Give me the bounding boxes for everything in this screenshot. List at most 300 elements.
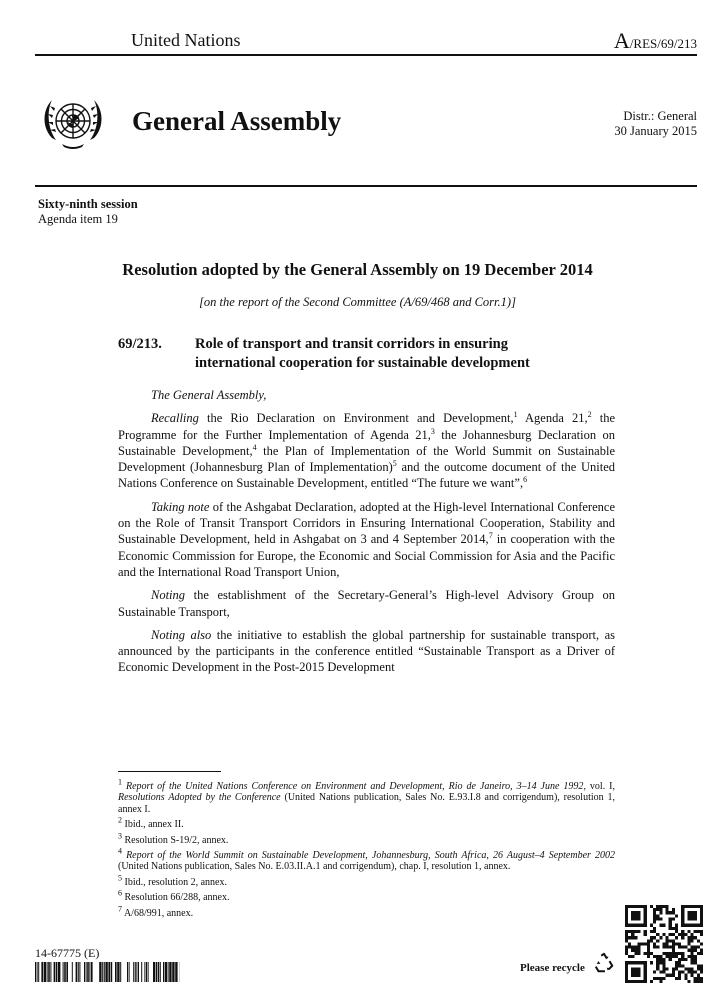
qr-module xyxy=(672,955,675,958)
distribution-block xyxy=(614,109,697,139)
barcode-bar xyxy=(56,962,58,982)
barcode-bar xyxy=(153,962,155,982)
qr-module xyxy=(700,933,703,936)
barcode-bar xyxy=(108,962,110,982)
qr-module xyxy=(681,905,684,908)
qr-module xyxy=(662,967,665,970)
qr-module xyxy=(666,908,669,911)
qr-module xyxy=(634,911,637,914)
qr-module xyxy=(644,905,647,908)
qr-module xyxy=(675,924,678,927)
barcode-bar xyxy=(58,962,60,982)
barcode-bar xyxy=(87,962,89,982)
text: Ibid., annex II. xyxy=(124,819,184,831)
qr-module xyxy=(681,911,684,914)
qr-module xyxy=(659,936,662,939)
qr-module xyxy=(691,974,694,977)
qr-module xyxy=(634,917,637,920)
masthead-rule xyxy=(35,185,697,187)
qr-module xyxy=(666,955,669,958)
qr-module xyxy=(656,958,659,961)
qr-module xyxy=(637,911,640,914)
issue-date: 30 January 2015 xyxy=(614,124,697,138)
lead-word: Noting also xyxy=(151,627,212,642)
qr-module xyxy=(675,942,678,945)
qr-module xyxy=(700,917,703,920)
barcode-bar xyxy=(169,962,171,982)
footnote-ref[interactable]: 4 xyxy=(252,442,257,452)
qr-module xyxy=(653,921,656,924)
qr-module xyxy=(656,933,659,936)
qr-module xyxy=(697,974,700,977)
qr-module xyxy=(644,914,647,917)
barcode-bar xyxy=(172,962,174,982)
barcode-bar xyxy=(86,962,87,982)
header-rule xyxy=(35,54,697,56)
heading-line-1: Role of transport and transit corridors in ensuring xyxy=(195,336,508,352)
barcode-bar xyxy=(89,962,90,982)
qr-module xyxy=(681,964,684,967)
qr-module xyxy=(656,955,659,958)
qr-module xyxy=(647,942,650,945)
qr-module xyxy=(672,967,675,970)
symbol-prefix: A xyxy=(613,28,630,53)
footnote-1 xyxy=(118,777,616,815)
qr-module xyxy=(666,936,669,939)
qr-module xyxy=(691,958,694,961)
qr-module xyxy=(662,964,665,967)
qr-module xyxy=(644,952,647,955)
paragraph-recalling xyxy=(118,410,615,491)
qr-module xyxy=(662,942,665,945)
text: Report of the World Summit on Sustainable Development, Johannesburg, South Africa, 26 August–4 September 2002 xyxy=(126,850,615,862)
qr-module xyxy=(625,946,628,949)
qr-module xyxy=(659,905,662,908)
barcode-bar xyxy=(168,962,169,982)
text: (United Nations publication, Sales No. E.03.II.A.1 and corrigendum), chap. I, resolution 1, annex. xyxy=(118,861,511,873)
qr-module xyxy=(678,946,681,949)
qr-module xyxy=(650,980,653,983)
qr-module xyxy=(681,908,684,911)
qr-module xyxy=(697,964,700,967)
barcode-bar xyxy=(117,962,119,982)
qr-module xyxy=(700,921,703,924)
qr-module xyxy=(700,980,703,983)
qr-module xyxy=(700,930,703,933)
qr-module xyxy=(669,917,672,920)
qr-module xyxy=(666,946,669,949)
preamble-intro xyxy=(118,387,615,403)
footnotes xyxy=(118,777,616,923)
qr-module xyxy=(687,971,690,974)
qr-module xyxy=(691,955,694,958)
qr-module xyxy=(650,930,653,933)
recycle-icon xyxy=(593,952,615,974)
qr-module xyxy=(656,977,659,980)
qr-module xyxy=(681,930,684,933)
qr-module xyxy=(634,961,637,964)
qr-module xyxy=(650,924,653,927)
qr-module xyxy=(625,908,628,911)
qr-module xyxy=(659,924,662,927)
session-name: Sixty-ninth session xyxy=(38,197,138,211)
qr-module xyxy=(634,930,637,933)
qr-module xyxy=(675,955,678,958)
barcode-bar xyxy=(105,962,107,982)
qr-module xyxy=(678,977,681,980)
footnote-number: 5 xyxy=(118,873,122,883)
qr-module xyxy=(687,936,690,939)
qr-module xyxy=(694,924,697,927)
qr-module xyxy=(669,911,672,914)
qr-module xyxy=(669,933,672,936)
qr-module xyxy=(647,946,650,949)
barcode-bar xyxy=(76,962,78,982)
qr-module xyxy=(625,952,628,955)
footnote-ref[interactable]: 5 xyxy=(392,459,397,469)
qr-module xyxy=(697,980,700,983)
qr-module xyxy=(647,949,650,952)
session-info xyxy=(38,197,138,227)
qr-module xyxy=(681,921,684,924)
qr-module xyxy=(681,955,684,958)
recycle-label: Please recycle xyxy=(520,962,585,974)
qr-module xyxy=(637,971,640,974)
qr-module xyxy=(631,917,634,920)
qr-module xyxy=(672,917,675,920)
barcode-bar xyxy=(37,962,38,982)
qr-module xyxy=(656,905,659,908)
qr-module xyxy=(653,914,656,917)
qr-module xyxy=(634,924,637,927)
qr-module xyxy=(637,967,640,970)
header-organization: United Nations xyxy=(131,30,241,50)
qr-module xyxy=(678,952,681,955)
qr-module xyxy=(634,905,637,908)
qr-module xyxy=(644,924,647,927)
qr-code-icon xyxy=(625,905,703,983)
qr-module xyxy=(650,905,653,908)
qr-module xyxy=(659,908,662,911)
text: of the Ashgabat Declaration, adopted at the High-level International Conference on the Role of Transit Transport Corridors in Ensuring International Cooperation, Stability and Sustainable Development, held in Ashgabat on 3 and 4 September 2014, xyxy=(118,499,615,547)
qr-module xyxy=(631,946,634,949)
qr-module xyxy=(637,930,640,933)
qr-module xyxy=(625,905,628,908)
qr-module xyxy=(666,939,669,942)
qr-module xyxy=(684,977,687,980)
qr-module xyxy=(653,911,656,914)
qr-module xyxy=(650,952,653,955)
qr-module xyxy=(675,964,678,967)
qr-module xyxy=(631,905,634,908)
qr-module xyxy=(678,974,681,977)
qr-module xyxy=(691,971,694,974)
barcode-bar xyxy=(133,962,134,982)
resolution-number: 69/213. xyxy=(118,336,162,352)
qr-module xyxy=(675,914,678,917)
text: the Rio Declaration on Environment and Development, xyxy=(198,411,514,426)
qr-module xyxy=(700,911,703,914)
qr-module xyxy=(678,942,681,945)
report-reference: [on the report of the Second Committee (A/69/468 and Corr.1)] xyxy=(199,295,516,309)
footnote-number: 3 xyxy=(118,831,122,841)
barcode-bar xyxy=(44,962,46,982)
paragraph-taking-note xyxy=(118,499,615,580)
qr-module xyxy=(669,939,672,942)
qr-module xyxy=(634,980,637,983)
qr-module xyxy=(694,980,697,983)
footnote-ref[interactable]: 1 xyxy=(513,410,518,420)
qr-module xyxy=(697,905,700,908)
barcode-bar xyxy=(47,962,48,982)
barcode-bar xyxy=(127,962,128,982)
qr-module xyxy=(631,933,634,936)
qr-module xyxy=(644,980,647,983)
qr-module xyxy=(644,967,647,970)
qr-module xyxy=(691,939,694,942)
qr-module xyxy=(672,949,675,952)
qr-module xyxy=(659,955,662,958)
qr-module xyxy=(678,961,681,964)
qr-module xyxy=(637,924,640,927)
qr-module xyxy=(691,952,694,955)
footnote-7 xyxy=(118,904,615,919)
qr-module xyxy=(644,977,647,980)
text: A/68/991, annex. xyxy=(123,907,194,919)
qr-module xyxy=(644,964,647,967)
text: Resolutions Adopted by the Conference xyxy=(118,792,281,804)
qr-module xyxy=(628,980,631,983)
barcode-bar xyxy=(138,962,139,982)
qr-module xyxy=(669,958,672,961)
qr-module xyxy=(625,936,628,939)
qr-module xyxy=(653,977,656,980)
qr-module xyxy=(628,946,631,949)
qr-module xyxy=(634,936,637,939)
qr-module xyxy=(672,946,675,949)
qr-module xyxy=(700,908,703,911)
barcode-bar xyxy=(115,962,117,982)
qr-module xyxy=(684,967,687,970)
barcode-bar xyxy=(102,962,103,982)
qr-module xyxy=(675,927,678,930)
qr-module xyxy=(625,980,628,983)
qr-module xyxy=(681,914,684,917)
qr-module xyxy=(697,930,700,933)
barcode-bar xyxy=(72,962,73,982)
qr-module xyxy=(625,949,628,952)
qr-module xyxy=(628,942,631,945)
qr-module xyxy=(666,905,669,908)
footnote-number: 1 xyxy=(118,777,122,787)
qr-module xyxy=(625,911,628,914)
qr-module xyxy=(697,977,700,980)
barcode-bar xyxy=(160,962,161,982)
qr-module xyxy=(694,917,697,920)
qr-module xyxy=(687,949,690,952)
qr-module xyxy=(644,974,647,977)
qr-module xyxy=(650,939,653,942)
qr-module xyxy=(700,971,703,974)
qr-module xyxy=(666,942,669,945)
qr-module xyxy=(672,974,675,977)
qr-module xyxy=(666,952,669,955)
barcode-bar xyxy=(79,962,80,982)
qr-module xyxy=(625,939,628,942)
qr-module xyxy=(631,971,634,974)
qr-module xyxy=(662,958,665,961)
lead-word: Noting xyxy=(151,588,186,603)
qr-module xyxy=(628,924,631,927)
barcode-bar xyxy=(99,962,101,982)
lead-word: Recalling xyxy=(151,411,199,426)
qr-module xyxy=(694,949,697,952)
qr-module xyxy=(637,952,640,955)
document-number: 14-67775 (E) xyxy=(35,946,100,960)
qr-module xyxy=(637,980,640,983)
qr-module xyxy=(678,933,681,936)
qr-module xyxy=(647,952,650,955)
qr-module xyxy=(644,911,647,914)
text: , vol. I, xyxy=(583,781,616,792)
qr-module xyxy=(700,942,703,945)
qr-module xyxy=(662,946,665,949)
qr-module xyxy=(659,977,662,980)
qr-module xyxy=(625,917,628,920)
qr-module xyxy=(659,971,662,974)
qr-module xyxy=(631,961,634,964)
footnote-ref[interactable]: 7 xyxy=(488,531,493,541)
qr-module xyxy=(678,964,681,967)
qr-module xyxy=(634,974,637,977)
qr-module xyxy=(700,949,703,952)
footnote-ref[interactable]: 2 xyxy=(587,410,592,420)
qr-module xyxy=(678,958,681,961)
qr-module xyxy=(700,924,703,927)
qr-module xyxy=(656,967,659,970)
qr-module xyxy=(659,911,662,914)
barcode-bar xyxy=(135,962,136,982)
qr-module xyxy=(628,930,631,933)
barcode-bar xyxy=(63,962,64,982)
qr-module xyxy=(641,924,644,927)
qr-module xyxy=(637,949,640,952)
document-symbol xyxy=(614,28,697,54)
qr-module xyxy=(691,933,694,936)
qr-module xyxy=(631,980,634,983)
barcode-bar xyxy=(111,962,113,982)
text: the Johannesburg Declaration on Sustainable Development, xyxy=(118,427,615,458)
qr-module xyxy=(697,952,700,955)
qr-module xyxy=(662,961,665,964)
qr-module xyxy=(694,971,697,974)
barcode-bar xyxy=(78,962,79,982)
barcode-bar xyxy=(136,962,137,982)
qr-module xyxy=(637,961,640,964)
qr-module xyxy=(625,971,628,974)
text: and the outcome document of the United Nations Conference on Sustainable Development, entitled “The future we want”, xyxy=(118,460,615,491)
footnote-6 xyxy=(118,888,615,904)
qr-module xyxy=(694,955,697,958)
text: Resolution S-19/2, annex. xyxy=(124,834,229,846)
qr-module xyxy=(625,924,628,927)
qr-module xyxy=(669,955,672,958)
qr-module xyxy=(662,977,665,980)
qr-module xyxy=(653,930,656,933)
qr-module xyxy=(644,971,647,974)
text: in cooperation with the Economic Commission for Europe, the Economic and Social Commission for Asia and the Pacific and the International Road Transport Union, xyxy=(118,532,615,579)
qr-module xyxy=(675,977,678,980)
qr-module xyxy=(625,967,628,970)
qr-module xyxy=(644,917,647,920)
qr-module xyxy=(700,967,703,970)
qr-module xyxy=(691,961,694,964)
footnote-2 xyxy=(118,815,615,831)
qr-module xyxy=(662,905,665,908)
qr-module xyxy=(697,939,700,942)
resolution-heading xyxy=(118,335,530,373)
footnote-ref[interactable]: 6 xyxy=(523,475,528,485)
distribution: Distr.: General xyxy=(623,109,697,123)
qr-module xyxy=(687,955,690,958)
qr-module xyxy=(647,939,650,942)
qr-module xyxy=(681,917,684,920)
qr-module xyxy=(672,927,675,930)
qr-module xyxy=(694,936,697,939)
paragraph-noting-also xyxy=(118,627,615,676)
barcode-bar xyxy=(48,962,50,982)
qr-module xyxy=(691,936,694,939)
qr-module xyxy=(694,946,697,949)
qr-module xyxy=(687,924,690,927)
footnote-ref[interactable]: 3 xyxy=(430,426,435,436)
qr-module xyxy=(672,939,675,942)
qr-module xyxy=(631,924,634,927)
barcode-bar xyxy=(146,962,147,982)
qr-module xyxy=(681,971,684,974)
qr-module xyxy=(625,930,628,933)
qr-module xyxy=(694,914,697,917)
resolution-body xyxy=(118,387,615,683)
qr-module xyxy=(669,974,672,977)
paragraph-noting xyxy=(118,587,615,620)
barcode-bar xyxy=(120,962,121,982)
qr-module xyxy=(634,914,637,917)
symbol-rest: /RES/69/213 xyxy=(629,36,697,51)
qr-module xyxy=(700,964,703,967)
qr-module xyxy=(653,917,656,920)
qr-module xyxy=(672,942,675,945)
qr-module xyxy=(631,967,634,970)
qr-module xyxy=(637,942,640,945)
qr-module xyxy=(691,905,694,908)
qr-module xyxy=(637,974,640,977)
barcode-bar xyxy=(38,962,39,982)
qr-module xyxy=(672,908,675,911)
qr-module xyxy=(669,952,672,955)
qr-module xyxy=(625,974,628,977)
qr-module xyxy=(656,914,659,917)
qr-module xyxy=(694,958,697,961)
qr-module xyxy=(697,967,700,970)
text: Ibid., resolution 2, annex. xyxy=(124,876,227,888)
qr-module xyxy=(675,930,678,933)
footnote-rule xyxy=(118,771,221,772)
barcode-bar xyxy=(165,962,167,982)
qr-module xyxy=(691,914,694,917)
barcode-bar xyxy=(158,962,160,982)
qr-module xyxy=(625,933,628,936)
